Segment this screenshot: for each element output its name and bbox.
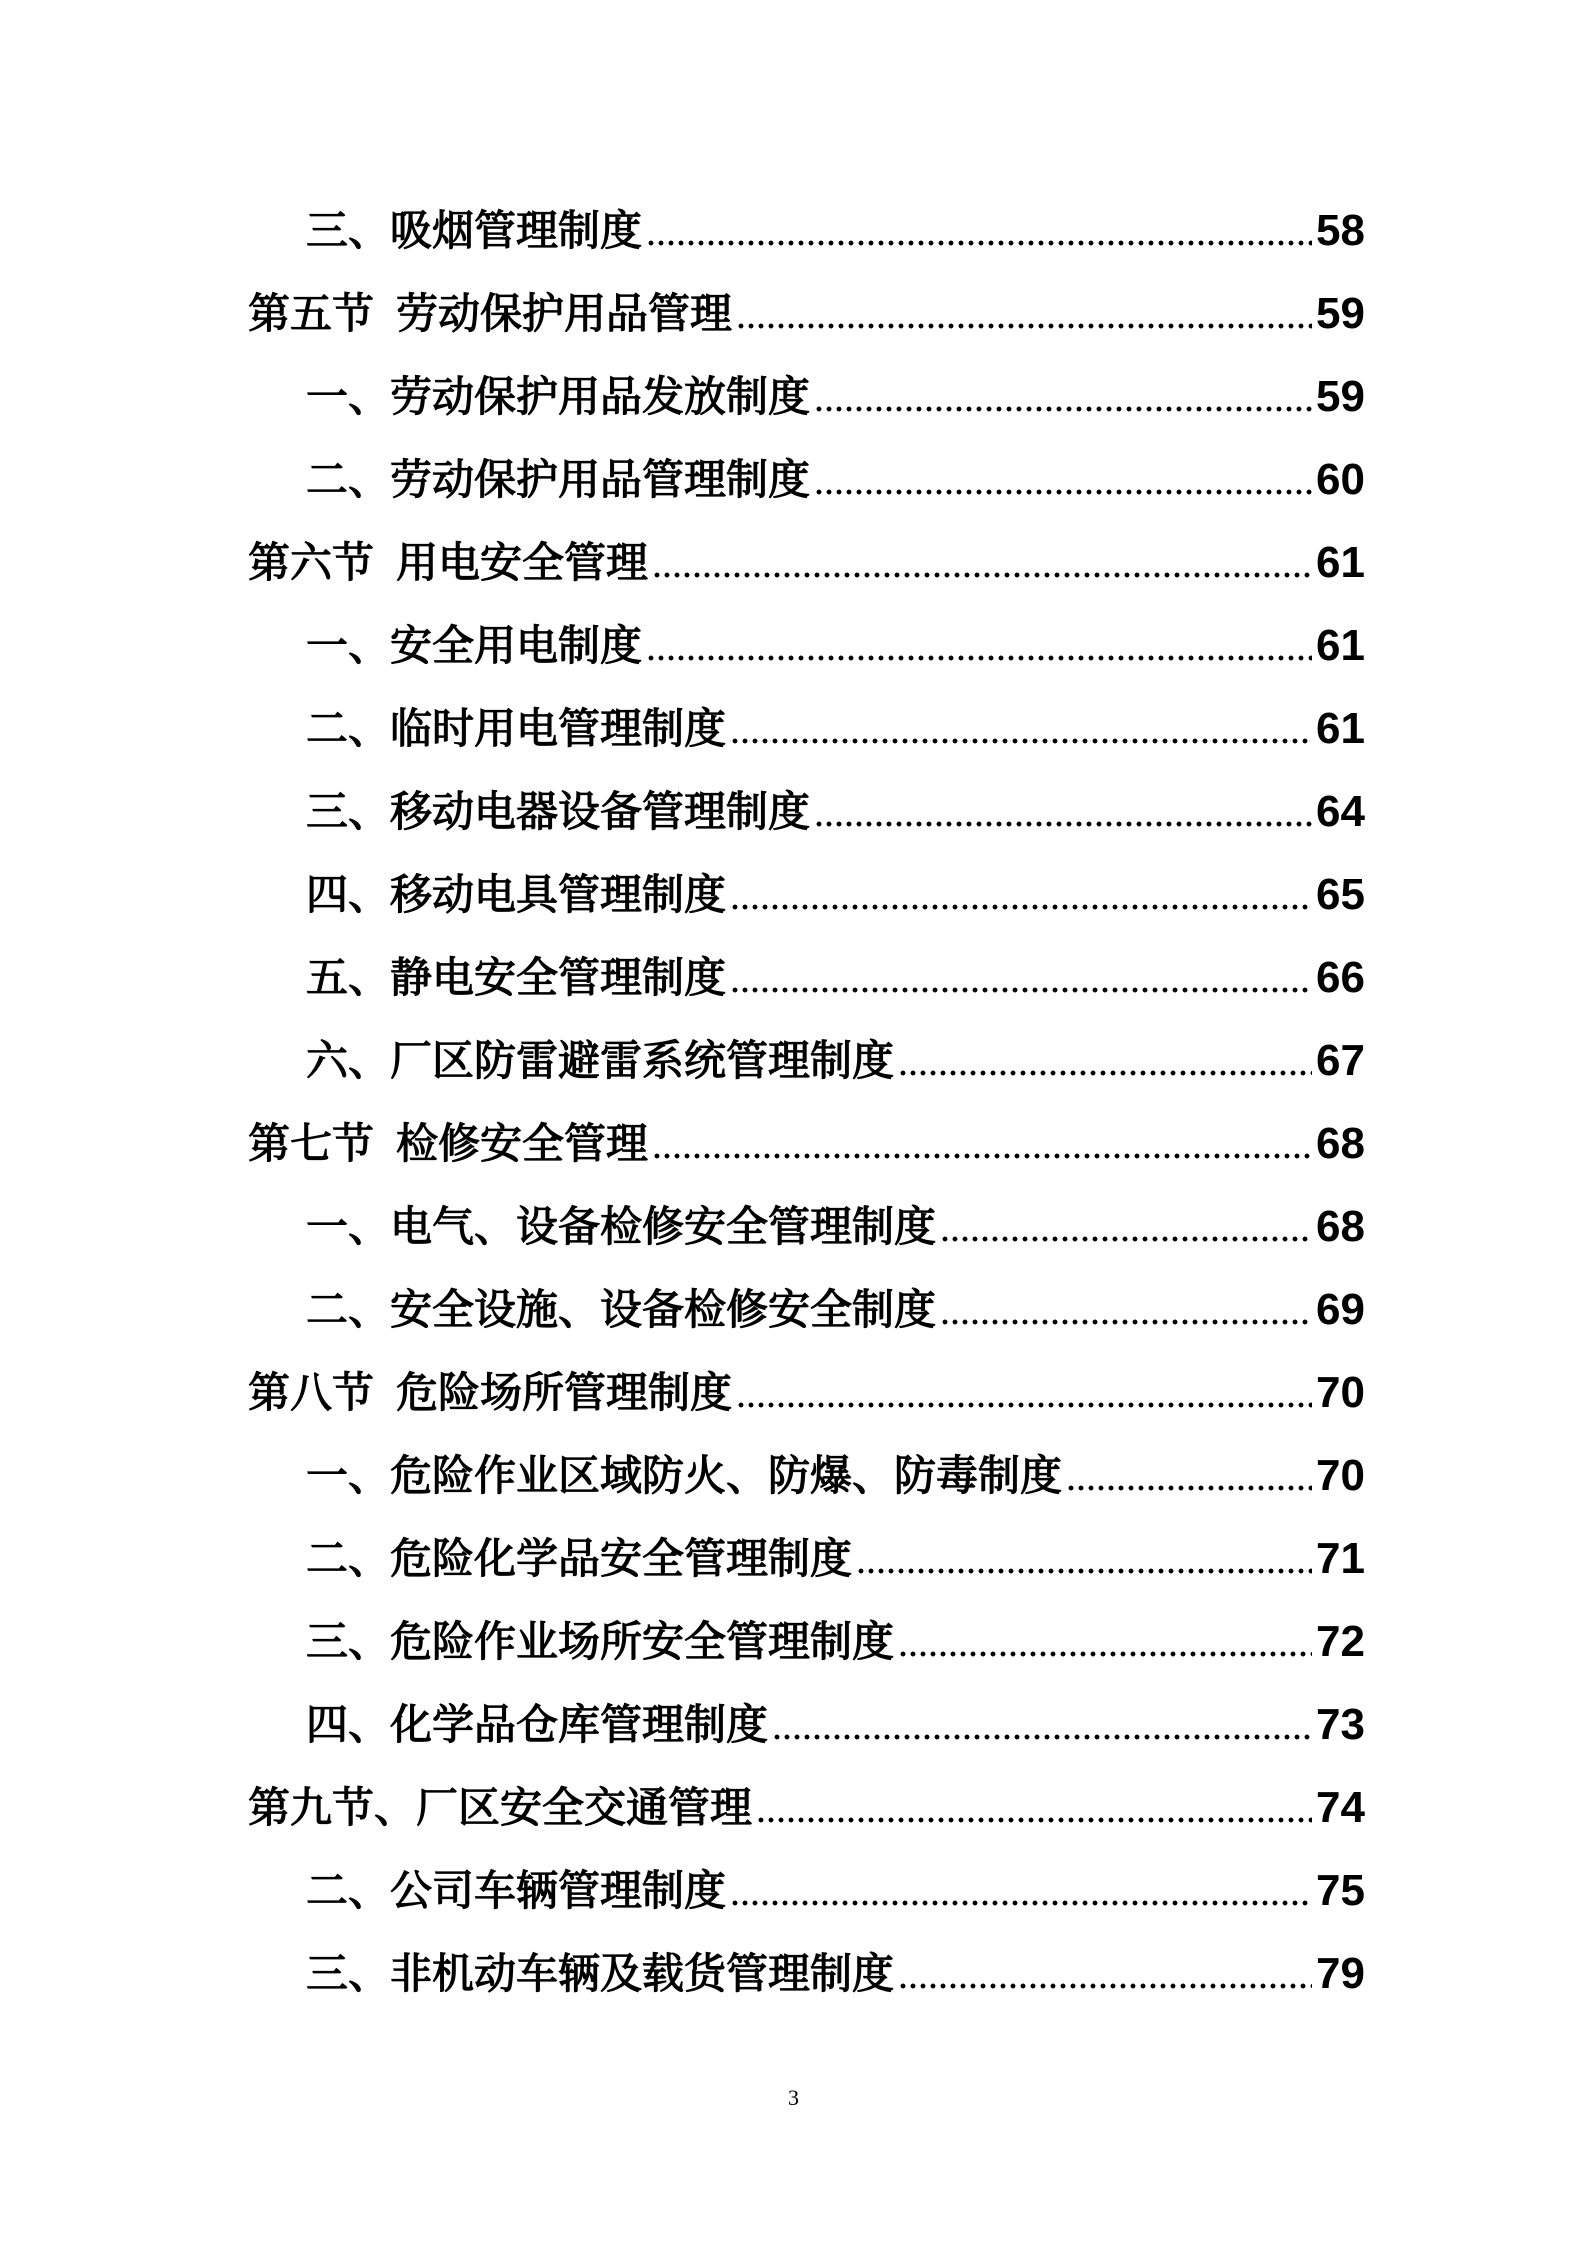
toc-entry-label: 用电安全管理 (396, 538, 649, 587)
dot-leader (814, 485, 1312, 497)
toc-entry-label: 六、厂区防雷避雷系统管理制度 (306, 1036, 895, 1085)
toc-entry[interactable] (306, 1613, 1365, 1671)
toc-entry-page: 70 (1316, 1451, 1365, 1500)
toc-entry-page: 69 (1316, 1285, 1365, 1334)
toc-entry-label: 四、化学品仓库管理制度 (306, 1700, 769, 1749)
toc-entry-label: 一、电气、设备检修安全管理制度 (306, 1202, 937, 1251)
dot-leader (856, 1564, 1312, 1576)
toc-entry-page: 61 (1316, 621, 1365, 670)
toc-entry[interactable] (306, 700, 1365, 758)
toc-entry-page: 60 (1316, 455, 1365, 504)
toc-section-number: 第五节 (248, 289, 375, 338)
toc-entry-page: 68 (1316, 1202, 1365, 1251)
toc-entry-label: 三、吸烟管理制度 (306, 206, 643, 255)
toc-section-heading[interactable] (248, 534, 1365, 592)
dot-leader (772, 1730, 1312, 1742)
toc-entry[interactable] (306, 1281, 1365, 1339)
dot-leader (730, 900, 1312, 912)
page-number: 3 (788, 2085, 799, 2110)
toc-entry-label: 第九节、厂区安全交通管理 (248, 1783, 753, 1832)
toc-section-number: 第七节 (248, 1119, 375, 1168)
toc-entry-label: 三、危险作业场所安全管理制度 (306, 1617, 895, 1666)
dot-leader (730, 983, 1312, 995)
toc-entry-page: 75 (1316, 1866, 1365, 1915)
toc-section-heading[interactable] (248, 1364, 1365, 1422)
toc-entry[interactable] (306, 866, 1365, 924)
toc-entry[interactable] (306, 202, 1365, 260)
dot-leader (646, 236, 1312, 248)
toc-entry[interactable] (306, 1696, 1365, 1754)
toc-entry[interactable] (306, 783, 1365, 841)
dot-leader (814, 817, 1312, 829)
toc-entry-page: 59 (1316, 372, 1365, 421)
dot-leader (736, 319, 1312, 331)
toc-entry-label: 二、公司车辆管理制度 (306, 1866, 727, 1915)
toc-entry-label: 二、安全设施、设备检修安全制度 (306, 1285, 937, 1334)
toc-entry-label: 危险场所管理制度 (396, 1368, 733, 1417)
toc-entry[interactable] (306, 617, 1365, 675)
dot-leader (756, 1813, 1312, 1825)
toc-entry-page: 66 (1316, 953, 1365, 1002)
dot-leader (814, 402, 1312, 414)
toc-entry-page: 67 (1316, 1036, 1365, 1085)
toc-entry-label: 二、劳动保护用品管理制度 (306, 455, 811, 504)
toc-entry[interactable] (306, 1032, 1365, 1090)
dot-leader (730, 734, 1312, 746)
toc-entry-page: 72 (1316, 1617, 1365, 1666)
toc-entry[interactable] (306, 1530, 1365, 1588)
dot-leader (1066, 1481, 1312, 1493)
toc-entry-page: 71 (1316, 1534, 1365, 1583)
toc-entry-label: 四、移动电具管理制度 (306, 870, 727, 919)
toc-entry-page: 68 (1316, 1119, 1365, 1168)
toc-entry-page: 79 (1316, 1949, 1365, 1998)
toc-entry-label: 一、劳动保护用品发放制度 (306, 372, 811, 421)
toc-entry-page: 73 (1316, 1700, 1365, 1749)
toc-section-heading[interactable] (248, 1779, 1365, 1837)
toc-entry-label: 一、安全用电制度 (306, 621, 643, 670)
toc-entry-label: 劳动保护用品管理 (396, 289, 733, 338)
toc-entry[interactable] (306, 368, 1365, 426)
toc-entry-page: 61 (1316, 704, 1365, 753)
toc-entry[interactable] (306, 1447, 1365, 1505)
toc-entry-label: 三、非机动车辆及载货管理制度 (306, 1949, 895, 1998)
dot-leader (646, 651, 1312, 663)
toc-entry-page: 65 (1316, 870, 1365, 919)
dot-leader (940, 1315, 1312, 1327)
toc-section-number: 第六节 (248, 538, 375, 587)
toc-entry-page: 61 (1316, 538, 1365, 587)
toc-section-number: 第八节 (248, 1368, 375, 1417)
toc-entry-label: 五、静电安全管理制度 (306, 953, 727, 1002)
dot-leader (730, 1896, 1312, 1908)
toc-section-heading[interactable] (248, 285, 1365, 343)
dot-leader (898, 1066, 1312, 1078)
toc-entry-label: 一、危险作业区域防火、防爆、防毒制度 (306, 1451, 1063, 1500)
toc-entry-page: 58 (1316, 206, 1365, 255)
dot-leader (652, 568, 1312, 580)
toc-entry-label: 检修安全管理 (396, 1119, 649, 1168)
toc-entry-page: 74 (1316, 1783, 1365, 1832)
dot-leader (940, 1232, 1312, 1244)
toc-entry[interactable] (306, 1945, 1365, 2003)
toc-entry[interactable] (306, 949, 1365, 1007)
toc-entry[interactable] (306, 1862, 1365, 1920)
toc-entry-page: 64 (1316, 787, 1365, 836)
toc-entry[interactable] (306, 451, 1365, 509)
toc-entry-page: 59 (1316, 289, 1365, 338)
dot-leader (898, 1647, 1312, 1659)
toc-entry-label: 三、移动电器设备管理制度 (306, 787, 811, 836)
toc-entry-label: 二、危险化学品安全管理制度 (306, 1534, 853, 1583)
dot-leader (652, 1149, 1312, 1161)
toc-entry-label: 二、临时用电管理制度 (306, 704, 727, 753)
dot-leader (736, 1398, 1312, 1410)
dot-leader (898, 1979, 1312, 1991)
toc-section-heading[interactable] (248, 1115, 1365, 1173)
toc-entry-page: 70 (1316, 1368, 1365, 1417)
toc-entry[interactable] (306, 1198, 1365, 1256)
